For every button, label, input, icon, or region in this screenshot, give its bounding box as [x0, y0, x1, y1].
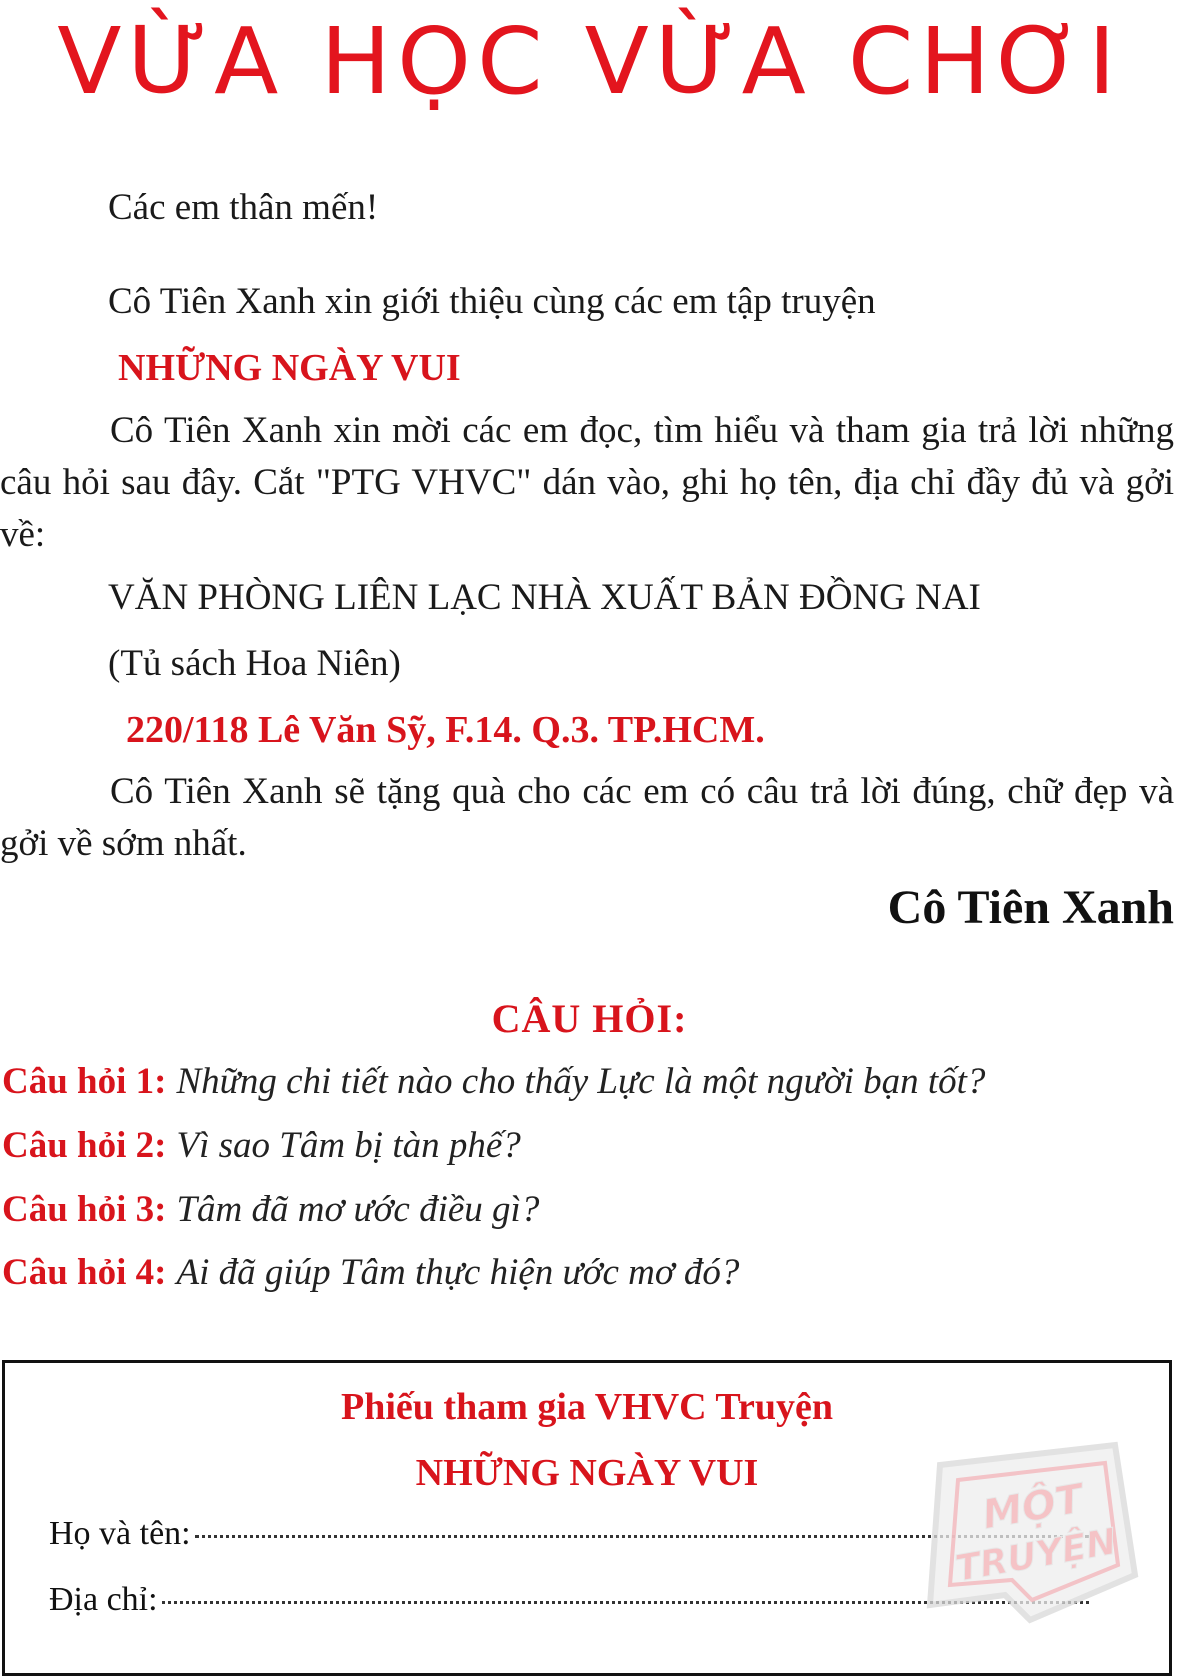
watermark-badge	[920, 1425, 1150, 1635]
mailing-address: 220/118 Lê Văn Sỹ, F.14. Q.3. TP.HCM.	[126, 709, 765, 751]
question-text: Tâm đã mơ ước điều gì?	[176, 1189, 540, 1230]
question-label: Câu hỏi 3:	[2, 1189, 167, 1230]
question-label: Câu hỏi 4:	[2, 1252, 167, 1293]
intro-text: Cô Tiên Xanh xin giới thiệu cùng các em tập truyện	[108, 281, 876, 322]
address-label: Địa chỉ:	[49, 1581, 158, 1618]
closing-paragraph: Cô Tiên Xanh sẽ tặng quà cho các em có câu trả lời đúng, chữ đẹp và gởi về sớm nhất.	[0, 771, 1174, 864]
book-title: NHỮNG NGÀY VUI	[118, 347, 461, 389]
office-name: VĂN PHÒNG LIÊN LẠC NHÀ XUẤT BẢN ĐỒNG NAI	[108, 577, 981, 618]
watermark-text-1: MỘT	[978, 1475, 1087, 1539]
question-2	[2, 1124, 521, 1167]
question-text: Những chi tiết nào cho thấy Lực là một người bạn tốt?	[176, 1061, 986, 1102]
questions-heading: CÂU HỎI:	[491, 996, 688, 1041]
name-label: Họ và tên:	[49, 1515, 191, 1552]
bookshelf-name: (Tủ sách Hoa Niên)	[108, 643, 401, 684]
question-label: Câu hỏi 2:	[2, 1125, 167, 1166]
form-title-line-2: NHỮNG NGÀY VUI	[415, 1452, 759, 1494]
question-3	[2, 1188, 539, 1231]
question-label: Câu hỏi 1:	[2, 1061, 167, 1102]
question-text: Vì sao Tâm bị tàn phế?	[176, 1125, 521, 1166]
instructions-paragraph: Cô Tiên Xanh xin mời các em đọc, tìm hiểu và tham gia trả lời những câu hỏi sau đây. Cắt "PTG VHVC" dán vào, ghi họ tên, địa chỉ đầy đủ và gởi về:	[0, 410, 1174, 555]
form-title-line-1: Phiếu tham gia VHVC Truyện	[341, 1386, 833, 1428]
question-1	[2, 1060, 985, 1103]
signature: Cô Tiên Xanh	[887, 881, 1174, 934]
watermark-logo	[920, 1425, 1150, 1635]
page-title: VỪA HỌC VỪA CHƠI	[57, 8, 1122, 115]
question-4	[2, 1251, 739, 1294]
greeting: Các em thân mến!	[108, 187, 379, 228]
question-text: Ai đã giúp Tâm thực hiện ước mơ đó?	[176, 1252, 740, 1293]
watermark-text-2: TRUYỆN	[952, 1521, 1120, 1590]
